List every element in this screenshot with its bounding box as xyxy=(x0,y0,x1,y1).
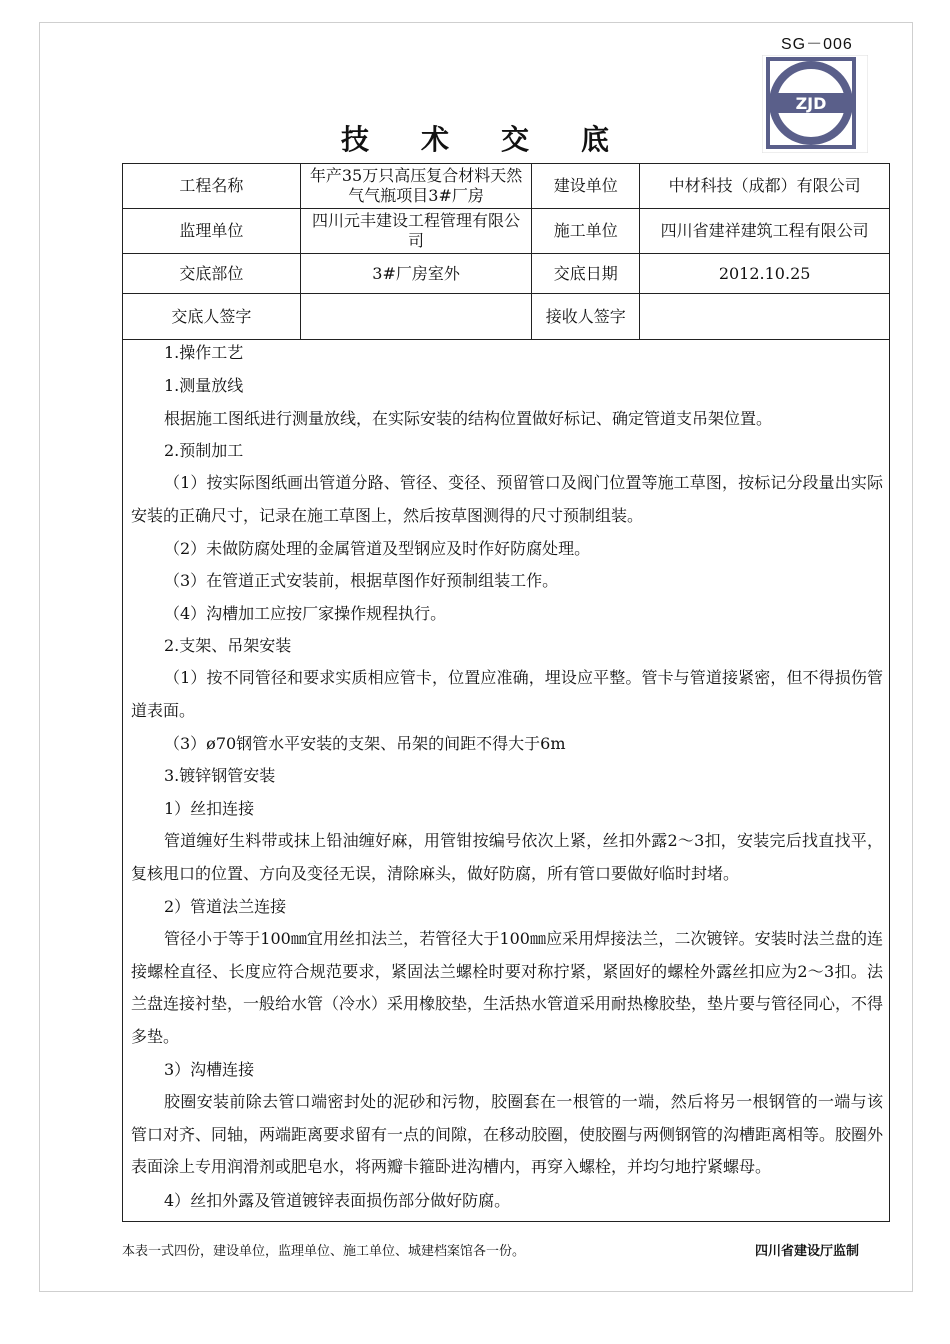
receiver-signature-field[interactable] xyxy=(640,294,890,340)
header-table xyxy=(122,163,890,340)
header-row-supervision xyxy=(123,209,890,254)
content-paragraph: 管径小于等于100㎜宜用丝扣法兰，若管径大于100㎜应采用焊接法兰，二次镀锌。安装时法兰盘的连接螺栓直径、长度应符合规范要求，紧固法兰螺栓时要对称拧紧，紧固好的螺栓外露丝扣应为2～3扣。法兰盘连接衬垫，一般给水管（冷水）采用橡胶垫，生活热水管道采用耐热橡胶垫，垫片要与管径同心，不得多垫。 xyxy=(131,929,884,1046)
header-row-location xyxy=(123,254,890,294)
label-receiver-signature: 接收人签字 xyxy=(532,294,640,340)
value-date: 2012.10.25 xyxy=(640,254,890,294)
label-date: 交底日期 xyxy=(532,254,640,294)
value-client: 中材科技（成都）有限公司 xyxy=(640,164,890,209)
form-code: SG－006 xyxy=(781,36,853,53)
value-project-name: 年产35万只高压复合材料天然气气瓶项目3#厂房 xyxy=(300,164,532,209)
footer-note: 本表一式四份，建设单位，监理单位、施工单位、城建档案馆各一份。 xyxy=(122,1244,526,1259)
content-line: 4）丝扣外露及管道镀锌表面损伤部分做好防腐。 xyxy=(164,1191,511,1210)
label-project-name: 工程名称 xyxy=(123,164,301,209)
content-line: （4）沟槽加工应按厂家操作规程执行。 xyxy=(164,604,447,623)
label-client: 建设单位 xyxy=(532,164,640,209)
subsection-heading: 2.支架、吊架安装 xyxy=(164,636,292,655)
logo-text: ZJD xyxy=(795,94,827,113)
subsection-heading: 2.预制加工 xyxy=(164,441,244,460)
content-paragraph: 管道缠好生料带或抹上铅油缠好麻，用管钳按编号依次上紧，丝扣外露2～3扣，安装完后找直找平，复核甩口的位置、方向及变径无误，清除麻头，做好防腐，所有管口要做好临时封堵。 xyxy=(131,831,883,883)
footer-issuer: 四川省建设厅监制 xyxy=(755,1244,860,1259)
content-paragraph: 胶圈安装前除去管口端密封处的泥砂和污物，胶圈套在一根管的一端，然后将另一根钢管的一端与该管口对齐、同轴，两端距离要求留有一点的间隙，在移动胶圈，使胶圈与两侧钢管的沟槽距离相等。胶圈外表面涂上专用润滑剂或肥皂水，将两瓣卡箍卧进沟槽内，再穿入螺栓，并均匀地拧紧螺母。 xyxy=(131,1092,884,1176)
header-row-signatures xyxy=(123,294,890,340)
content-line: （3）ø70钢管水平安装的支架、吊架的间距不得大于6m xyxy=(164,734,566,753)
label-issuer-signature: 交底人签字 xyxy=(123,294,301,340)
subsection-heading: 3.镀锌钢管安装 xyxy=(164,766,276,785)
content-paragraph: （1）按实际图纸画出管道分路、管径、变径、预留管口及阀门位置等施工草图，按标记分段量出实际安装的正确尺寸，记录在施工草图上，然后按草图测得的尺寸预制组装。 xyxy=(131,473,883,525)
content-line: 根据施工图纸进行测量放线，在实际安装的结构位置做好标记、确定管道支吊架位置。 xyxy=(164,409,773,428)
value-construction-unit: 四川省建祥建筑工程有限公司 xyxy=(640,209,890,254)
label-construction-unit: 施工单位 xyxy=(532,209,640,254)
subsection-heading: 2）管道法兰连接 xyxy=(164,897,287,916)
label-supervision-unit: 监理单位 xyxy=(123,209,301,254)
header-row-project xyxy=(123,164,890,209)
value-supervision-unit: 四川元丰建设工程管理有限公司 xyxy=(300,209,532,254)
content-line: （2）未做防腐处理的金属管道及型钢应及时作好防腐处理。 xyxy=(164,539,591,558)
subsection-heading: 1）丝扣连接 xyxy=(164,799,255,818)
section-heading: 1.操作工艺 xyxy=(164,343,244,362)
subsection-heading: 1.测量放线 xyxy=(164,376,244,395)
document-title: 技 术 交 底 xyxy=(340,123,610,156)
issuer-signature-field[interactable] xyxy=(300,294,532,340)
content-paragraph: （1）按不同管径和要求实质相应管卡，位置应准确，埋设应平整。管卡与管道接紧密，但不得损伤管道表面。 xyxy=(131,668,883,720)
label-location: 交底部位 xyxy=(123,254,301,294)
content-line: （3）在管道正式安装前，根据草图作好预制组装工作。 xyxy=(164,571,559,590)
subsection-heading: 3）沟槽连接 xyxy=(164,1060,255,1079)
value-location: 3#厂房室外 xyxy=(300,254,532,294)
